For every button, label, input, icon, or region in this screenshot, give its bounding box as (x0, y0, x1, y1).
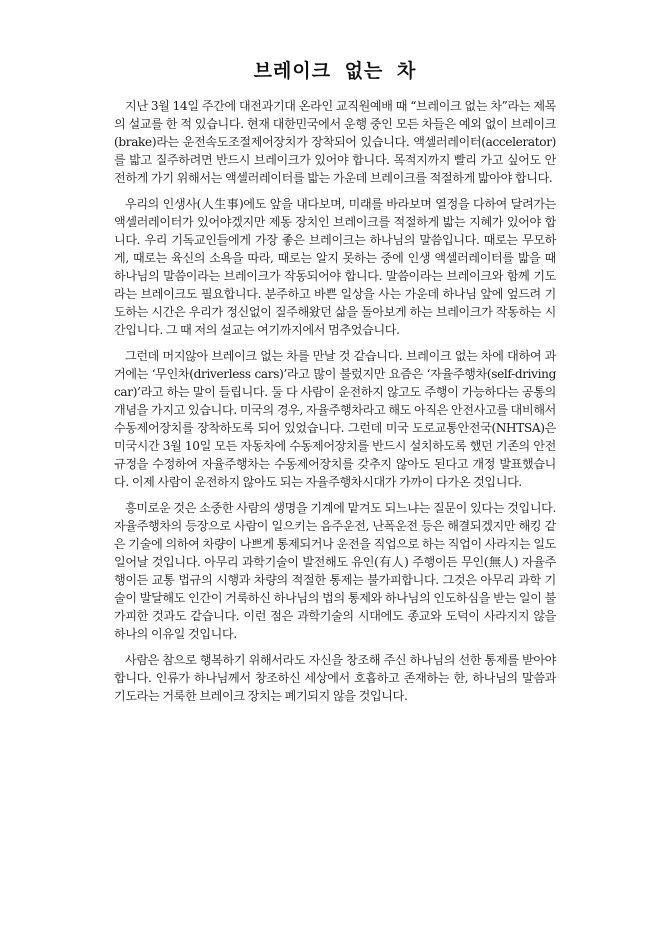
paragraph-1: 지난 3월 14일 주간에 대전과기대 온라인 교직원예배 때 “브레이크 없는 차”라는 제목의 설교를 한 적 있습니다. 현재 대한민국에서 운행 중인 모든 차들은 예외 없이 브레이크(brake)라는 운전속도조절제어장치가 장착되어 있습니다. 액셀러레이터(accelerator)를 밟고 질주하려면 반드시 브레이크가 있어야 합니다. 목적지까지 빨리 가고 싶어도 안전하게 가기 위해서는 액셀러레이터를 밟는 가운데 브레이크를 적절하게 밟아야 합니다. (114, 99, 556, 185)
paragraph-4: 흥미로운 것은 소중한 사람의 생명을 기계에 맡겨도 되느냐는 질문이 있다는 것입니다. 자율주행차의 등장으로 사람이 일으키는 음주운전, 난폭운전 등은 해결되겠지만 해킹 같은 기술에 의하여 차량이 나쁘게 통제되거나 운전을 직업으로 하는 직업이 사라지는 일도 일어날 것입니다. 아무리 과학기술이 발전해도 유인(有人) 주행이든 무인(無人) 자율주행이든 교통 법규의 시행과 차량의 적절한 통제는 불가피합니다. 그것은 아무리 과학 기술이 발달해도 인간이 거룩하신 하나님의 법의 통제와 하나님의 인도하심을 받는 일이 불가피한 것과도 같습니다. 이런 점은 과학기술의 시대에도 종교와 도덕이 사라지지 않을 하나의 이유일 것입니다. (114, 501, 556, 641)
paragraph-2: 우리의 인생사(人生事)에도 앞을 내다보며, 미래를 바라보며 열정을 다하여 달려가는 액셀러레이터가 있어야겠지만 제동 장치인 브레이크를 적절하게 밟는 지혜가 있어야 합니다. 우리 기독교인들에게 가장 좋은 브레이크는 하나님의 말씀입니다. 때로는 무모하게, 때로는 육신의 소욕을 따라, 때로는 알지 못하는 중에 인생 액셀러레이터를 밟을 때 하나님의 말씀이라는 브레이크가 작동되어야 합니다. 말씀이라는 브레이크와 함께 기도라는 브레이크도 필요합니다. 분주하고 바쁜 일상을 사는 가운데 하나님 앞에 엎드려 기도하는 시간은 우리가 정신없이 질주해왔던 삶을 돌아보게 하는 브레이크가 작동하는 시간입니다. 그 때 저의 설교는 여기까지에서 멈추었습니다. (114, 197, 556, 337)
document-body (114, 97, 556, 713)
paragraph-3: 그런데 머지않아 브레이크 없는 차를 만날 것 같습니다. 브레이크 없는 차에 대하여 과거에는 ‘무인차(driverless cars)’라고 많이 불렀지만 요즘은 ‘자율주행차(self-driving car)’라고 하는 말이 들립니다. 둘 다 사람이 운전하지 않고도 주행이 가능하다는 공통의 개념을 가지고 있습니다. 미국의 경우, 자율주행차라고 해도 아직은 안전사고를 대비해서 수동제어장치를 장착하도록 되어 있었습니다. 그런데 미국 도로교통안전국(NHTSA)은 미국시간 3월 10일 모든 자동차에 수동제어장치를 반드시 설치하도록 했던 기존의 안전 규정을 수정하여 자율주행차는 수동제어장치를 갖추지 않아도 된다고 개정 발표했습니다. 이제 사람이 운전하지 않아도 되는 자율주행차시대가 가까이 다가온 것입니다. (114, 349, 556, 489)
paragraph-5: 사람은 참으로 행복하기 위해서라도 자신을 창조해 주신 하나님의 선한 통제를 받아야 합니다. 인류가 하나님께서 창조하신 세상에서 호흡하고 존재하는 한, 하나님의 말씀과 기도라는 거룩한 브레이크 장치는 폐기되지 않을 것입니다. (114, 653, 556, 703)
document-title: 브레이크 없는 차 (253, 60, 417, 82)
